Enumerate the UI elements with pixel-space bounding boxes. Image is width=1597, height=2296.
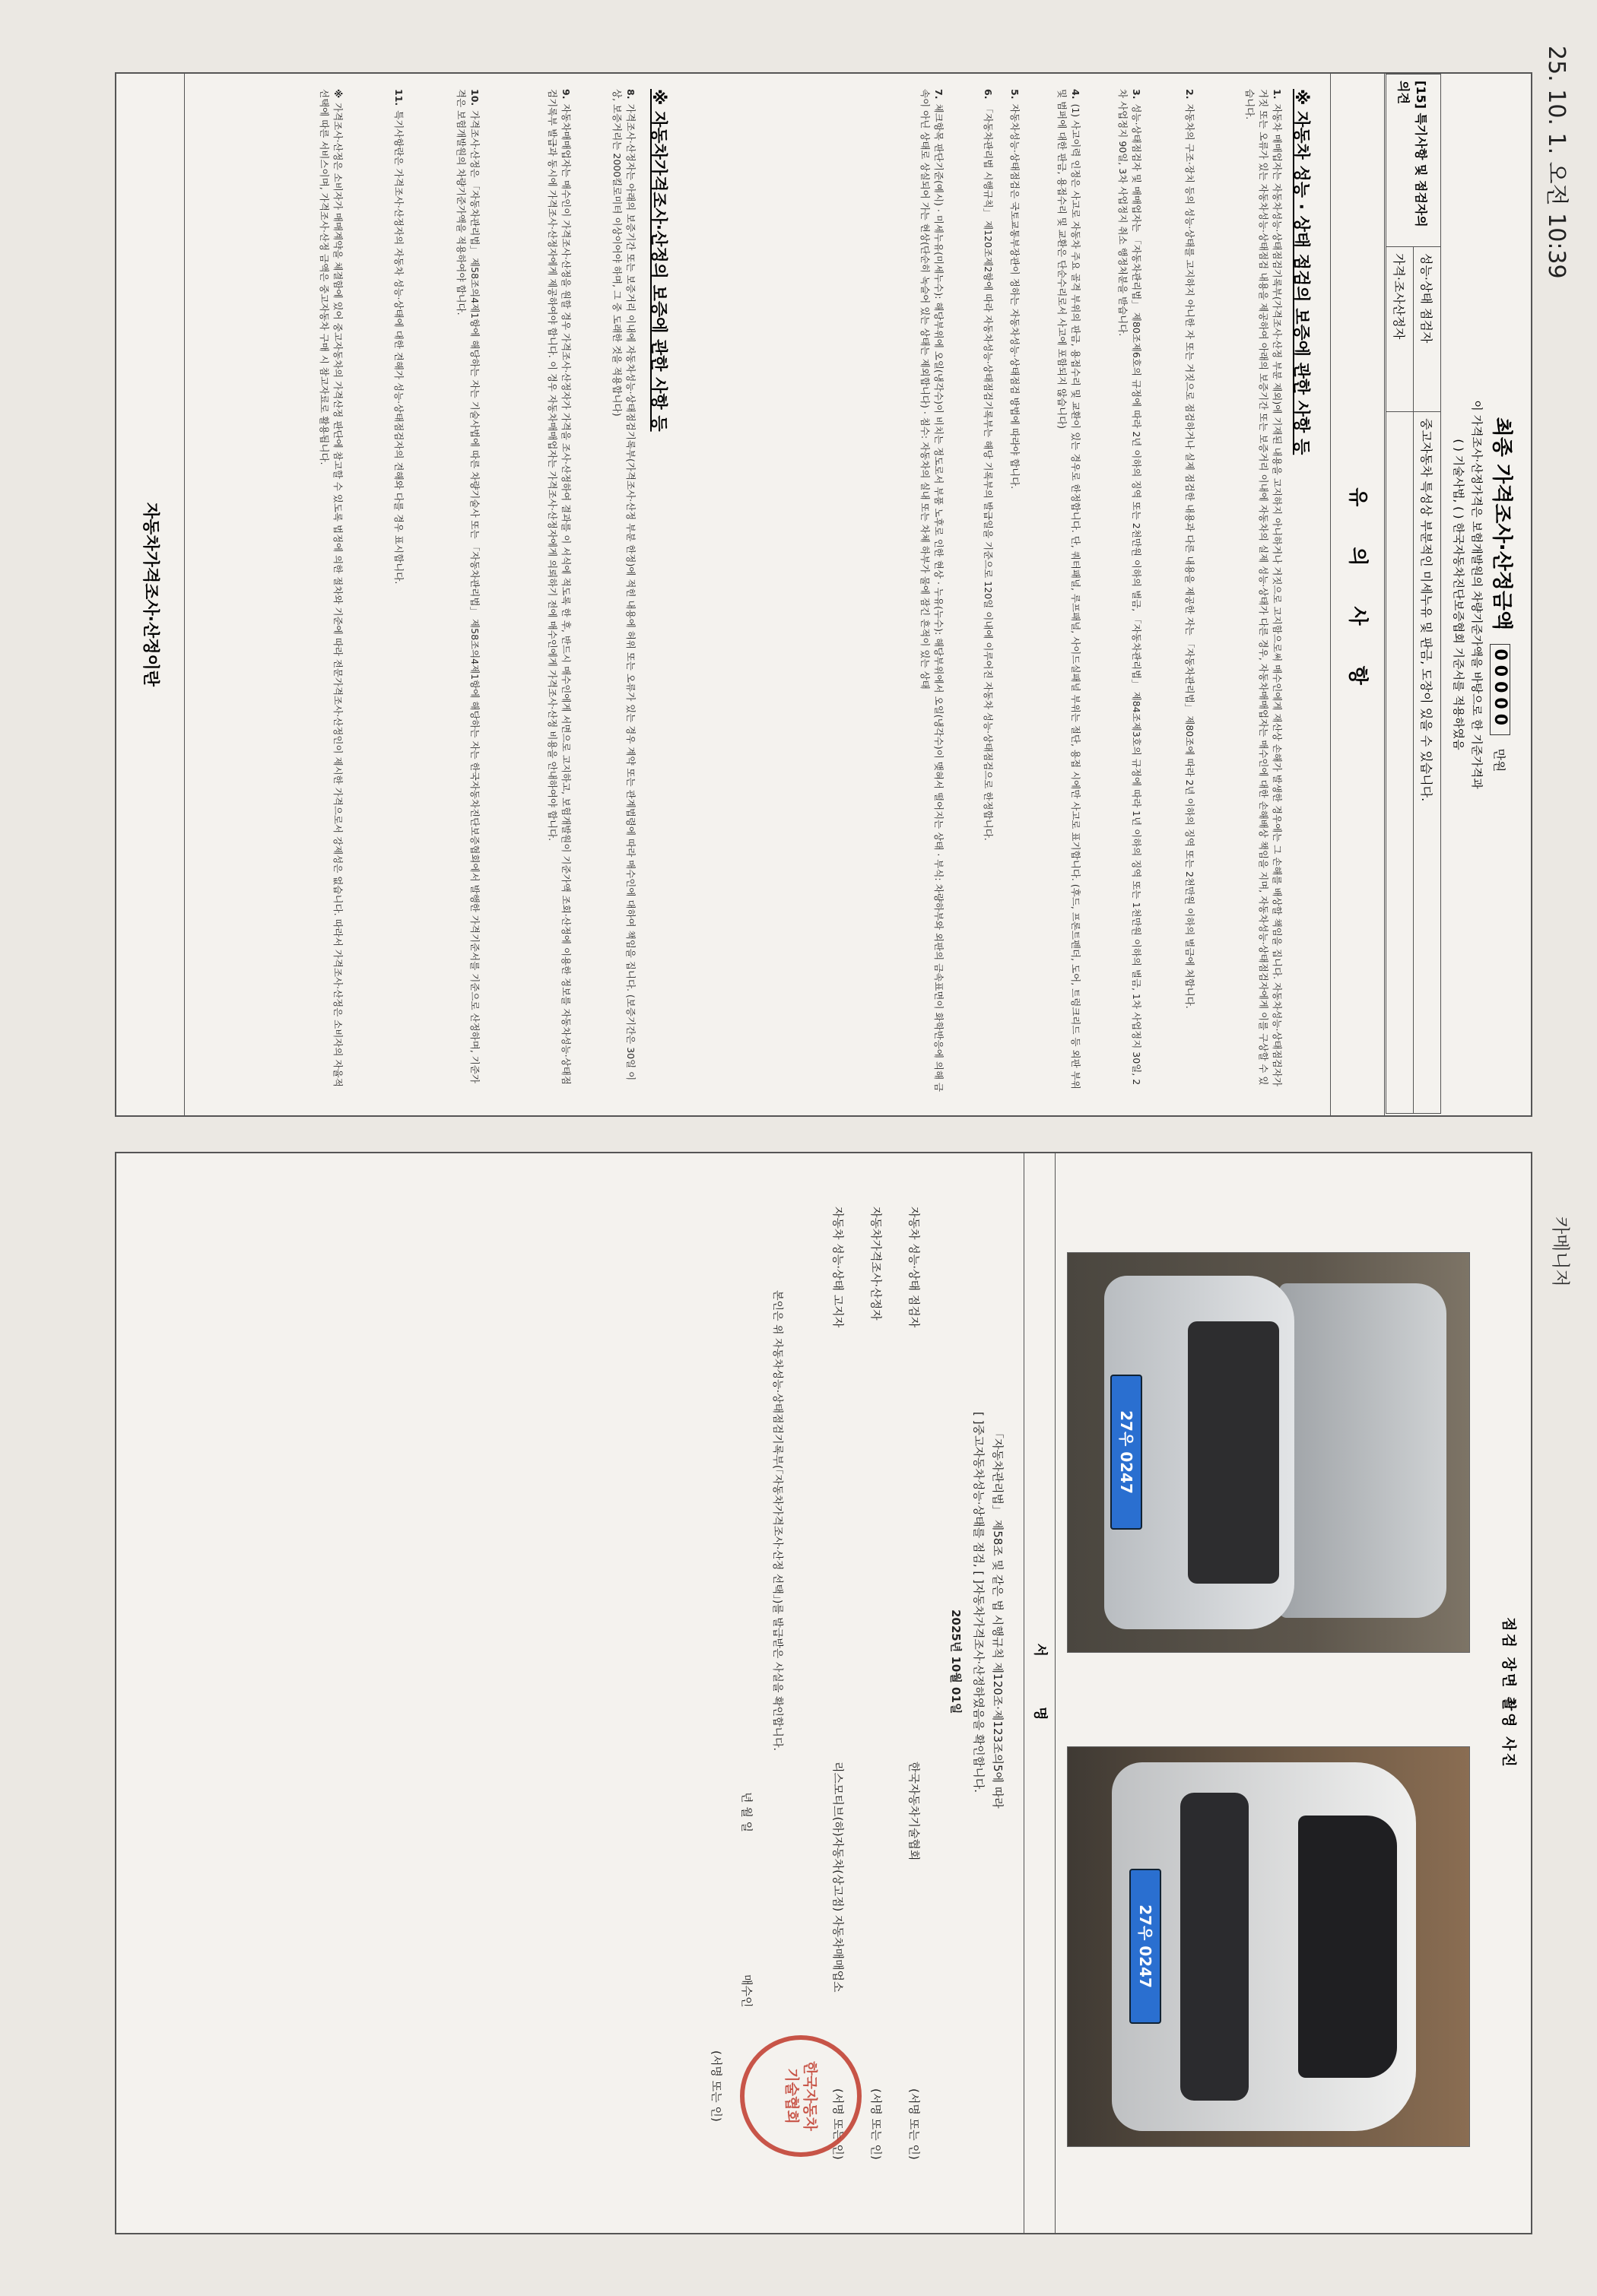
item-text: 「자동차관리법 시행규칙」 제120조제2항에 따라 자동차성능·상태점검기록부는 해당 기록부의 발급일을 기준으로 120일 이내에 이루어진 자동차 성능·상태점검으로 한정합니다.: [983, 103, 994, 841]
list-item: [1116, 89, 1143, 1093]
list-item: [918, 89, 945, 1093]
final-amount-box: [1490, 644, 1510, 736]
item-number: 6.: [983, 89, 994, 100]
item-number: 1.: [1272, 89, 1283, 100]
final-amount-line: [1489, 74, 1519, 1115]
list-item: [1008, 89, 1021, 1093]
item-text: 가격조사·산정은 「자동차관리법」 제58조의4제1항에 해당하는 자는 기술사법에 따른 차량기술사 또는 「자동차관리법」 제58조의4제1항에 해당하는 자는 한국자동차진단보증협회에서 발행한 가격기준서를 기준으로 산정하며, 기준가격은 보험개발원의 차량기준가액을 적용하여야 합니다.: [456, 89, 481, 1084]
law-text: 「자동차관리법」 제58조 및 같은 법 시행규칙 제120조·제123조의5에 따라: [991, 1427, 1005, 1809]
item-number: 8.: [625, 89, 637, 100]
role-label: 자동차가격조사·산정자: [869, 1207, 883, 1321]
windshield-shape: [1298, 1816, 1397, 2078]
item-number: 7.: [933, 89, 945, 100]
remarks-table: [1386, 74, 1441, 1114]
item-number: 11.: [393, 89, 405, 106]
item-text: 가격조사·산정자는 아래의 보증기간 또는 보증거리 이내에 자동차성능·상태점검기록부(가격조사·산정 부분 한정)에 적힌 내용에 허위 또는 오류가 있는 경우 계약 또는 관계법령에 따라 매수인에 대하여 책임을 집니다. (보증기간은 30일 이상, 보증거리는 2000킬로미터 이상이어야 하며, 그 중 도래한 것을 적용합니다): [611, 89, 637, 1081]
item-text: 자동차 매매업자는 자동차성능·상태점검기록부(가격조사·산정 부분 제외)에 기재된 내용을 고지하지 아니하거나 거짓으로 고지함으로써 매수인에게 재산상 손해가 발생한 경우에는 그 손해를 배상할 책임을 집니다. 자동차성능·상태점검자가 거짓 또는 오류가 있는 자동차성능·상태점검 내용을 제공하여 아래의 보증기간 또는 보증거리 이내에 자동차의 실제 성능·상태가 다른 경우, 자동차매매업자는 매수인에 대한 손해배상 책임을 지며, 자동차성능·상태점검자에게 이를 구상할 수 있습니다.: [1244, 89, 1283, 1086]
role-name: 리스모티브(하)자동차(상고점) 자동차매매업소: [831, 1762, 845, 1993]
confirm-text: 본인은 위 자동차성능·상태점검기록부(「자동차가격조사·산정 선택」)를 발급받은 사실을 확인합니다.: [771, 1290, 783, 1751]
item-number: 2.: [1184, 89, 1195, 100]
list-item: [317, 89, 344, 1093]
final-amount-subtext-2: ( ) 기술사법, ( ) 한국자동차진단보증협회 기준서를 적용하였음: [1452, 439, 1465, 750]
list-item: [610, 89, 637, 1093]
license-plate-text: 27우 0247: [1117, 1410, 1135, 1494]
item-text: 체크항목 판단기준(예시) · 미세누유(미세누수): 해당부위에 오일(냉각수)이 비치는 정도로서 부품 노후로 인한 현상 · 누유(누수): 해당부위에서 오일(냉각수)이 맺혀서 떨어지는 상태 · 부식: 차량하부와 외판의 금속표면이 화학반응에 의해 금속이 아닌 상태로 상실되어 가는 현상(단순히 녹슬어 있는 상태는 제외합니다) · 침수: 자동차의 실내 또는 차체 하부가 물에 잠긴 흔적이 있는 상태: [919, 89, 945, 1093]
license-plate: [1110, 1375, 1142, 1530]
buyer-date: 년 월 일: [740, 1792, 754, 1833]
vehicle-photo-hood-open: [1067, 1252, 1470, 1653]
photo-sign-panel: [115, 1152, 1532, 2234]
capture-timestamp: 25. 10. 1. 오전 10:39: [1543, 46, 1570, 279]
item-text: 특기사항란은 가격조사·산정자의 자동차 성능·상태에 대한 견해가 성능·상태점검자의 견해와 다를 경우 표시합니다.: [393, 110, 405, 585]
final-amount-value: 00000: [1491, 649, 1510, 731]
sign-date: 2025년 10월 01일: [949, 1609, 963, 1714]
footer-title: 자동차가격조사·산정이란: [141, 502, 160, 687]
hood-shape: [1279, 1283, 1446, 1618]
list-item: [1243, 89, 1284, 1093]
role-label: 자동차 성능·상태 고지자: [831, 1207, 845, 1328]
inspector-label: 성능·상태 점검자: [1414, 247, 1441, 412]
item-number: 5.: [1009, 89, 1021, 100]
buyer-sign: (서명 또는 인): [710, 2050, 723, 2122]
engine-bay-shape: [1188, 1321, 1279, 1584]
seal-text: 한국자동차기술협회: [783, 2061, 818, 2131]
final-amount-subtext: 이 가격조사·산정가격은 보험개발원의 차량기준가액을 바탕으로 한 기준가격과: [1470, 400, 1484, 789]
notes-heading: 유 의 사 항: [1330, 74, 1385, 1115]
grille-shape: [1180, 1793, 1249, 2101]
section-title-2: ※ 자동차가격조사·산정의 보증에 관한 사항 등: [649, 89, 668, 432]
photo-section-title: 점검 장면 촬영 사진: [1500, 1617, 1517, 1769]
app-name: 카메니저: [1550, 1216, 1571, 1287]
signature-heading: 서 명: [1024, 1153, 1056, 2233]
license-plate-text: 27우 0247: [1136, 1904, 1154, 1988]
inspector-opinion: 중고자동차 특성상 부분적인 미세누유 및 판금, 도장이 있을 수 있습니다.: [1414, 412, 1441, 1114]
item-text: (1) 사고이력 인정은 사고로 자동차 주요 골격 부위의 판금, 용접수리 및 교환이 있는 경우로 한정합니다. 단, 쿼터패널, 루프패널, 사이드실패널 부위는 절단, 용접 시에만 사고로 표기합니다. (후드, 프론트펜더, 도어, 트렁크리드 등 외판 부위 및 범퍼에 대한 판금, 용접수리 및 교환은 단순수리로서 사고에 포함되지 않습니다): [1056, 89, 1081, 1089]
final-amount-unit: 만원: [1492, 748, 1507, 772]
item-text: 자동차매매업자는 매수인이 가격조사·산정을 원할 경우 가격조사·산정자가 가격을 조사·산정하여 결과를 이 서식에 적도록 한 후, 반드시 매수인에게 서면으로 고지하고, 보험개발원이 기준가액 조회·산정에 이용한 정보를 자동차성능·상태점검기록부 발급과 동시에 가격조사·산정자에게 제공하여야 합니다. 이 경우 자동차매매업자는 가격조사·산정자에게 의뢰하기 전에 매수인에게 가격조사·산정 비용을 안내하여야 합니다.: [547, 89, 572, 1085]
item-text: 자동차의 구조·장치 등의 성능·상태를 고지하지 아니한 자 또는 거짓으로 점검하거나 실제 점검한 내용과 다른 내용을 제공한 자는 「자동차관리법」 제80조에 따라 2년 이하의 징역 또는 2천만원 이하의 벌금에 처합니다.: [1184, 103, 1195, 1009]
footer-divider: [184, 74, 185, 1115]
official-seal: [740, 2035, 862, 2157]
item-number: 10.: [469, 89, 481, 106]
list-item: [545, 89, 573, 1093]
item-number: 3.: [1131, 89, 1142, 100]
table-row: [1414, 75, 1441, 1114]
role-name: 한국자동차기술협회: [907, 1762, 921, 1861]
role-sign: (서명 또는 인): [907, 2088, 921, 2160]
item-text: 성능·상태점검자 및 매매업자는 「자동차관리법」 제80조제6호의 규정에 따라 2년 이하의 징역 또는 2천만원 이하의 벌금, 「자동차관리법」 제84조제3호의 규정에 따라 1년 이하의 징역 또는 1천만원 이하의 벌금, 1차 사업정지 30일, 2차 사업정지 90일, 3차 사업정지 취소 행정처분을 받습니다.: [1117, 89, 1142, 1086]
role-label: 자동차 성능·상태 점검자: [907, 1207, 921, 1328]
list-item: [392, 89, 405, 1093]
law-text-2: [ ]중고자동차성능·상태를 점검, [ ]자동차가격조사·산정하였음을 확인합니다.: [972, 1412, 986, 1793]
buyer-label: 매수인: [740, 1974, 754, 2008]
list-item: [1055, 89, 1082, 1093]
remarks-label: [15] 특기사항 및 점검자의 의견: [1386, 75, 1441, 247]
item-number: 9.: [560, 89, 572, 100]
appraiser-label: 가격·조사산정자: [1386, 247, 1414, 412]
list-item: [454, 89, 481, 1093]
list-item: [981, 89, 995, 1093]
section-title-1: ※ 자동차 성능 · 상태 점검의 보증에 관한 사항 등: [1291, 89, 1310, 455]
notes-panel: [115, 72, 1532, 1117]
item-text: 자동차성능·상태점검은 국토교통부장관이 정하는 자동차성능·상태점검 방법에 따라야 합니다.: [1009, 103, 1021, 490]
role-sign: (서명 또는 인): [831, 2088, 845, 2160]
role-sign: (서명 또는 인): [869, 2088, 883, 2160]
item-text: 가격조사·산정은 소비자가 매매계약을 체결함에 있어 중고자동차의 가격산정 판단에 참고할 수 있도록 법정에 의한 절차와 기준에 따라 전문가격조사·산정인이 제시한 가격으로서 강제성은 없습니다. 따라서 가격조사·산정은 소비자의 자율적 선택에 따른 서비스이며, 가격조사·산정 금액은 중고자동차 구매 시 참고자료로 활용됩니다.: [319, 89, 344, 1087]
item-number: 4.: [1070, 89, 1081, 100]
license-plate: [1129, 1869, 1161, 2024]
item-number: ※: [332, 89, 344, 99]
vehicle-photo-front: [1067, 1746, 1470, 2147]
appraiser-opinion: [1386, 412, 1414, 1114]
final-amount-label: 최종 가격조사·산정금액: [1490, 417, 1513, 631]
list-item: [1183, 89, 1196, 1093]
